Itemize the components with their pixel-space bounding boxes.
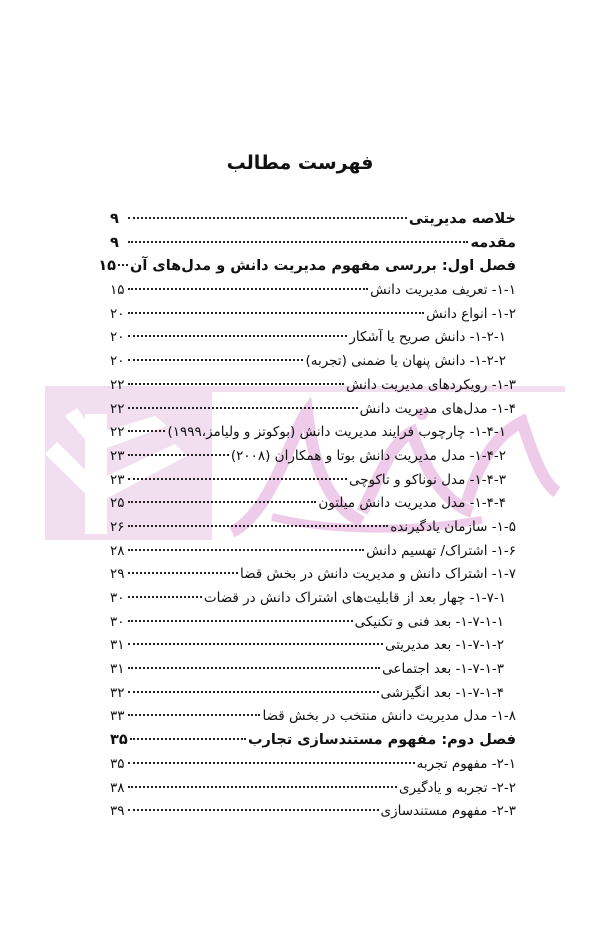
dot-leader <box>128 690 379 693</box>
toc-entry-label: ۱-۲-۲- دانش پنهان یا ضمنی (تجربه) <box>305 353 506 370</box>
toc-entry-label: فصل دوم: مفهوم مستندسازی تجارب <box>247 732 516 749</box>
toc-entry-page-number: ۲۰ <box>110 305 125 322</box>
dot-leader <box>118 263 128 266</box>
toc-entry-label: ۱-۶- اشتراک/ تهسیم دانش <box>366 542 516 559</box>
toc-entry[interactable] <box>110 421 516 445</box>
toc-entry[interactable] <box>110 208 516 232</box>
toc-entry[interactable] <box>110 232 516 256</box>
toc-entry[interactable] <box>110 563 516 587</box>
toc-entry-page-number: ۹ <box>110 211 119 227</box>
dot-leader <box>128 240 468 243</box>
toc-entry-label: ۱-۸- مدل مدیریت دانش منتخب در بخش قضا <box>262 708 516 725</box>
dot-leader <box>128 595 202 598</box>
toc-entry-label: ۱-۴-۳- مدل نوناکو و تاکوچی <box>348 471 506 488</box>
toc-entry-page-number: ۳۰ <box>110 590 125 606</box>
toc-entry-page-number: ۲۸ <box>110 542 125 559</box>
table-of-contents <box>98 208 516 824</box>
toc-entry-label: ۱-۷-۱- چهار بعد از قابلیت‌های اشتراک دانش در قضات <box>203 590 506 606</box>
toc-entry-page-number: ۳۱ <box>110 661 125 678</box>
toc-entry-page-number: ۳۵ <box>110 732 128 749</box>
dot-leader <box>128 429 165 432</box>
toc-entry[interactable] <box>110 753 516 777</box>
toc-entry-page-number: ۳۳ <box>110 708 125 725</box>
dot-leader <box>128 406 358 409</box>
toc-entry-label: ۱-۷-۱-۳- بعد اجتماعی <box>382 661 504 678</box>
toc-entry-label: ۱-۱- تعریف مدیریت دانش <box>370 282 516 299</box>
dot-leader <box>128 571 238 574</box>
dot-leader <box>128 785 397 788</box>
dot-leader <box>128 500 316 503</box>
toc-entry[interactable] <box>110 516 516 540</box>
dot-leader <box>128 287 368 290</box>
toc-entry-page-number: ۲۰ <box>110 329 125 346</box>
toc-entry[interactable] <box>110 587 516 611</box>
toc-entry[interactable] <box>110 682 516 706</box>
dot-leader <box>130 737 246 740</box>
toc-entry[interactable] <box>110 658 516 682</box>
toc-entry[interactable] <box>110 540 516 564</box>
toc-entry-label: ۲-۲- تجربه و یادگیری <box>399 779 516 796</box>
toc-entry[interactable] <box>110 611 516 635</box>
dot-leader <box>128 477 347 480</box>
dot-leader <box>128 713 260 716</box>
toc-entry-page-number: ۲۰ <box>110 353 125 370</box>
dot-leader <box>128 216 407 219</box>
toc-entry[interactable] <box>110 350 516 374</box>
toc-entry[interactable] <box>110 279 516 303</box>
toc-entry-label: ۱-۴- مدل‌های مدیریت دانش <box>359 400 516 417</box>
toc-entry-label: ۱-۲-۱- دانش صریح یا آشکار <box>349 329 506 346</box>
toc-entry-page-number: ۲۲ <box>110 400 125 417</box>
toc-entry[interactable] <box>110 705 516 729</box>
toc-entry-label: ۱-۷-۱-۴- بعد انگیزشی <box>380 684 504 701</box>
toc-entry[interactable] <box>110 800 516 824</box>
toc-entry-page-number: ۲۲ <box>110 424 125 441</box>
toc-entry-page-number: ۹ <box>110 234 119 251</box>
toc-entry-label: مقدمه <box>470 234 516 251</box>
toc-entry[interactable] <box>110 492 516 516</box>
dot-leader <box>128 311 424 314</box>
toc-entry[interactable] <box>110 445 516 469</box>
dot-leader <box>128 548 364 551</box>
toc-entry-label: خلاصه مدیریتی <box>408 211 516 227</box>
toc-entry-label: ۱-۴-۴- مدل مدیریت دانش میلتون <box>318 495 506 512</box>
toc-entry-label: ۱-۳- رویکردهای مدیریت دانش <box>346 376 516 393</box>
dot-leader <box>128 761 415 764</box>
toc-entry-page-number: ۲۵ <box>110 495 125 512</box>
toc-entry[interactable] <box>110 303 516 327</box>
toc-entry-page-number: ۳۲ <box>110 684 125 701</box>
toc-entry[interactable] <box>110 777 516 801</box>
toc-entry-page-number: ۳۰ <box>110 613 125 630</box>
toc-entry-label: ۱-۲- انواع دانش <box>426 305 516 322</box>
toc-entry[interactable] <box>98 255 516 279</box>
toc-entry[interactable] <box>110 729 516 753</box>
toc-entry-page-number: ۳۱ <box>110 637 125 654</box>
toc-entry[interactable] <box>110 374 516 398</box>
toc-entry-page-number: ۲۲ <box>110 376 125 393</box>
dot-leader <box>128 642 383 645</box>
toc-entry-page-number: ۲۳ <box>110 471 125 488</box>
dot-leader <box>128 666 380 669</box>
toc-entry-page-number: ۲۹ <box>110 566 125 583</box>
dot-leader <box>128 453 229 456</box>
toc-entry-label: ۲-۳- مفهوم مستندسازی <box>380 803 516 820</box>
toc-entry-page-number: ۳۸ <box>110 779 125 796</box>
toc-entry[interactable] <box>110 634 516 658</box>
dot-leader <box>128 619 353 622</box>
dot-leader <box>128 358 303 361</box>
toc-entry-page-number: ۲۶ <box>110 518 125 535</box>
toc-entry-page-number: ۳۵ <box>110 755 125 772</box>
dot-leader <box>128 382 344 385</box>
dot-leader <box>128 524 388 527</box>
toc-entry-label: ۲-۱- مفهوم تجربه <box>416 755 516 772</box>
toc-entry-page-number: ۱۵ <box>98 258 117 275</box>
toc-entry-page-number: ۳۹ <box>110 803 125 820</box>
toc-entry-label: ۱-۵- سازمان یادگیرنده <box>390 518 516 535</box>
toc-entry[interactable] <box>110 469 516 493</box>
toc-entry[interactable] <box>110 326 516 350</box>
dot-leader <box>128 334 347 337</box>
toc-entry[interactable] <box>110 398 516 422</box>
toc-entry-label: ۱-۴-۱- چارچوب فرایند مدیریت دانش (بوکوتز و ولیامز،۱۹۹۹) <box>167 424 506 441</box>
toc-entry-label: ۱-۴-۲- مدل مدیریت دانش بوتا و همکاران (۲۰۰۸) <box>230 447 506 464</box>
toc-entry-label: ۱-۷-۱-۱- بعد فنی و تکنیکی <box>354 613 504 630</box>
toc-entry-label: ۱-۷- اشتراک دانش و مدیریت دانش در بخش قضا <box>239 566 516 583</box>
toc-entry-page-number: ۲۳ <box>110 447 125 464</box>
toc-entry-label: ۱-۷-۱-۲- بعد مدیریتی <box>384 637 504 654</box>
toc-entry-label: فصل اول: بررسی مفهوم مدیریت دانش و مدل‌های آن <box>130 258 516 275</box>
page-title: فهرست مطالب <box>226 152 374 174</box>
toc-entry-page-number: ۱۵ <box>110 282 125 299</box>
dot-leader <box>128 808 379 811</box>
